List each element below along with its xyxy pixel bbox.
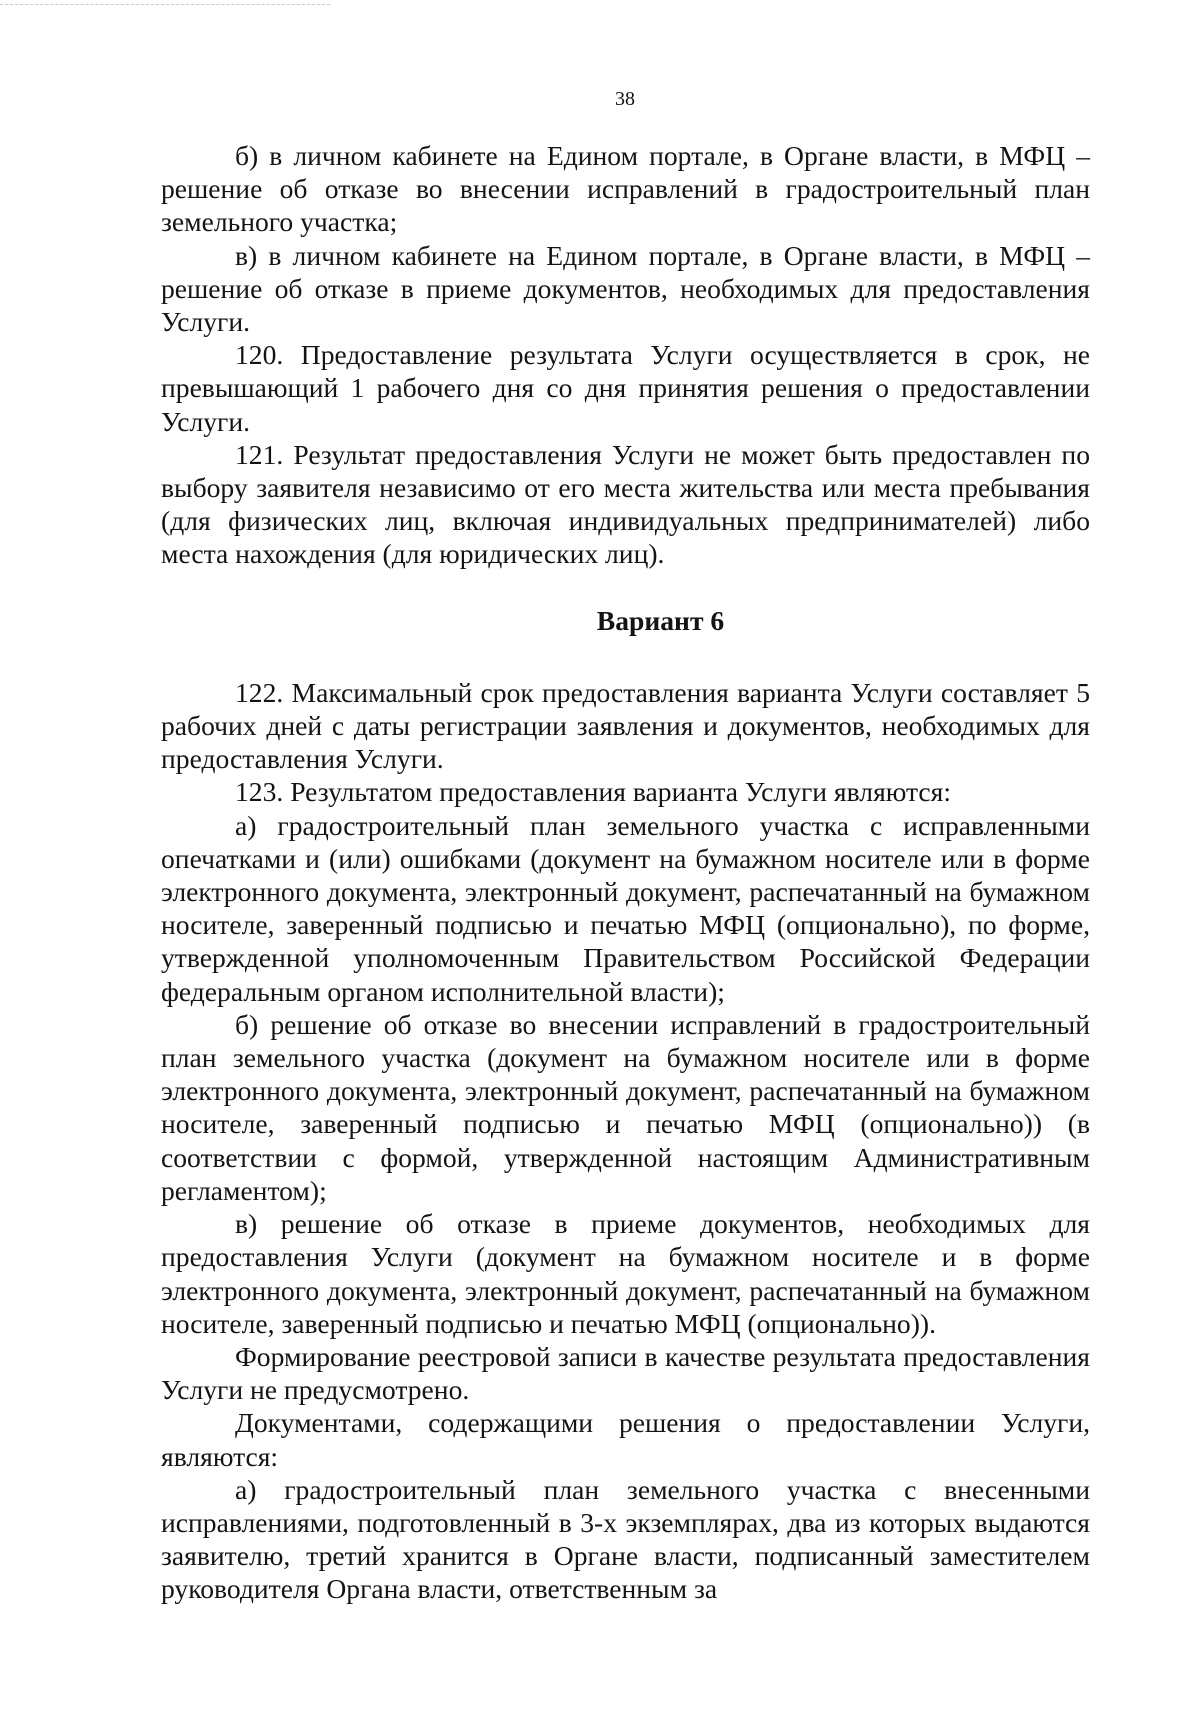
paragraph-v-cabinet-refusal: в) в личном кабинете на Едином портале, в Органе власти, в МФЦ – решение об отказе в приеме документов, необходимых для предоставления Услуги. xyxy=(161,239,1090,338)
page-number: 38 xyxy=(615,88,635,110)
paragraph-decision-documents-a: а) градостроительный план земельного участка с внесенными исправлениями, подготовленный в 3-х экземплярах, два из которых выдаются заявителю, третий хранится в Органе власти, подписанный заместителем руководителя Органа власти, ответственным за xyxy=(161,1473,1090,1605)
paragraph-120: 120. Предоставление результата Услуги осуществляется в срок, не превышающий 1 рабочего дня со дня принятия решения о предоставлении Услуги. xyxy=(161,339,1090,437)
paragraph-b-cabinet-refusal: б) в личном кабинете на Едином портале, в Органе власти, в МФЦ – решение об отказе во внесении исправлений в градостроительный план земельного участка; xyxy=(161,140,1090,238)
paragraph-122: 122. Максимальный срок предоставления варианта Услуги составляет 5 рабочих дней с даты регистрации заявления и документов, необходимых для предоставления Услуги. xyxy=(161,676,1090,775)
paragraph-123-a: а) градостроительный план земельного участка с исправленными опечатками и (или) ошибками (документ на бумажном носителе или в форме электронного документа, электронный документ, распечатанный на бумажном носителе, заверенный подписью и печатью МФЦ (опционально), по форме, утвержденной уполномоченным Правительством Российской Федерации федеральным органом исполнительной власти); xyxy=(161,809,1090,1007)
paragraph-123: 123. Результатом предоставления варианта Услуги являются: xyxy=(235,776,952,808)
scan-edge-mark xyxy=(0,4,330,5)
section-heading: Вариант 6 xyxy=(596,604,725,636)
paragraph-121: 121. Результат предоставления Услуги не может быть предоставлен по выбору заявителя независимо от его места жительства или места пребывания (для физических лиц, включая индивидуальных предпринимателей) либо места нахождения (для юридических лиц). xyxy=(161,438,1090,570)
paragraph-123-v: в) решение об отказе в приеме документов, необходимых для предоставления Услуги (документ на бумажном носителе и в форме электронного документа, электронный документ, распечатанный на бумажном носителе, заверенный подписью и печатью МФЦ (опционально)). xyxy=(161,1208,1090,1339)
document-body xyxy=(161,139,1090,1606)
paragraph-decision-documents: Документами, содержащими решения о предоставлении Услуги, являются: xyxy=(161,1407,1090,1472)
paragraph-registry-record: Формирование реестровой записи в качестве результата предоставления Услуги не предусмотрено. xyxy=(161,1340,1090,1406)
paragraph-123-b: б) решение об отказе во внесении исправлений в градостроительный план земельного участка (документ на бумажном носителе или в форме электронного документа, электронный документ, распечатанный на бумажном носителе, заверенный подписью и печатью МФЦ (опционально)) (в соответствии с формой, утвержденной настоящим Административным регламентом); xyxy=(161,1008,1090,1206)
